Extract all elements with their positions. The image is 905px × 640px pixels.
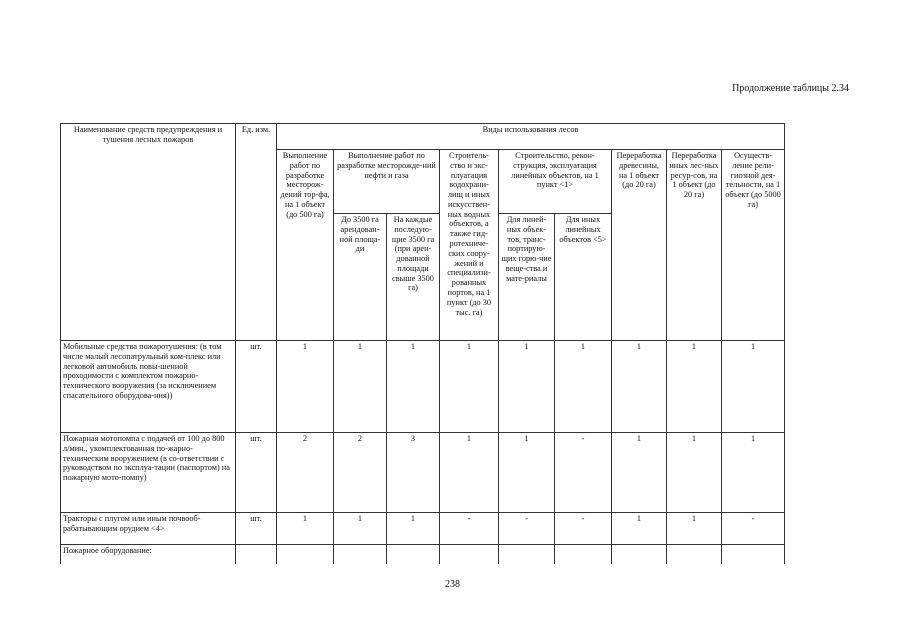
cell-value: - — [722, 513, 785, 545]
header-oil-gas-each-next-3500: На каждые последую-щие 3500 га (при арен-дованной площади свыше 3500 га) — [387, 214, 440, 341]
cell-value: 1 — [334, 341, 387, 433]
cell-value — [334, 545, 387, 565]
header-oil-gas-up-to-3500: До 3500 га арендован-ной площа-ди — [334, 214, 387, 341]
header-linear-other: Для иных линейных объектов <5> — [555, 214, 612, 341]
cell-value — [612, 545, 667, 565]
header-name-column: Наименование средств предупреждения и тушения лесных пожаров — [61, 124, 236, 341]
row-name: Тракторы с плугом или иным почвооб-рабатывающим орудием <4> — [61, 513, 236, 545]
cell-value: 1 — [667, 341, 722, 433]
cell-value: 1 — [387, 341, 440, 433]
row-name: Мобильные средства пожаротушения: (в том числе малый лесопатрульный ком-плекс или легковой автомобиль повы-шенной проходимости с комплектом пожарно-технического вооружения (за исключением спасательного оборудова-ния)) — [61, 341, 236, 433]
header-unit-column: Ед. изм. — [236, 124, 277, 341]
table-row — [61, 545, 785, 565]
header-linear-flammable: Для линей-ных объек-тов, транс-портирую-щих горю-чие веще-ства и мате-риалы — [499, 214, 555, 341]
cell-value: 1 — [499, 433, 555, 513]
cell-value: 1 — [440, 341, 499, 433]
cell-value: 1 — [667, 513, 722, 545]
cell-value: 2 — [334, 433, 387, 513]
row-unit: шт. — [236, 513, 277, 545]
header-oil-gas-group: Выполнение работ по разработке месторожде-ний нефти и газа — [334, 150, 440, 214]
row-unit — [236, 545, 277, 565]
row-name: Пожарное оборудование: — [61, 545, 236, 565]
header-reservoirs-construction: Строитель-ство и экс-плуатация водохрани-лищ и иных искусствен-ных водных объектов, а также гид-ротехниче-ских соору-жений и специализи-рованных портов, на 1 пункт (до 30 тыс. га) — [440, 150, 499, 341]
cell-value: 1 — [722, 341, 785, 433]
cell-value — [277, 545, 334, 565]
header-religious-activity: Осуществ-ление рели-гиозной дея-тельности, на 1 объект (до 5000 га) — [722, 150, 785, 341]
cell-value: 1 — [387, 513, 440, 545]
cell-value — [667, 545, 722, 565]
cell-value: 1 — [440, 433, 499, 513]
cell-value — [555, 545, 612, 565]
cell-value: - — [499, 513, 555, 545]
cell-value — [722, 545, 785, 565]
cell-value: 1 — [612, 513, 667, 545]
cell-value: 1 — [667, 433, 722, 513]
cell-value: 2 — [277, 433, 334, 513]
header-other-resources-processing: Переработка иных лес-ных ресур-сов, на 1 объект (до 20 га) — [667, 150, 722, 341]
row-name: Пожарная мотопомпа с подачей от 100 до 800 л/мин., укомплектованная по-жарно-техническим вооружением (в со-ответствии с руководством по эксплуа-тации (паспортом) на пожарную мото-помпу) — [61, 433, 236, 513]
cell-value: 1 — [612, 433, 667, 513]
cell-value: 1 — [277, 341, 334, 433]
cell-value — [440, 545, 499, 565]
header-peat-development: Выполнение работ по разработке месторож-дений тор-фа, на 1 объект (до 500 га) — [277, 150, 334, 341]
cell-value: 1 — [612, 341, 667, 433]
cell-value: 1 — [722, 433, 785, 513]
cell-value — [387, 545, 440, 565]
table-row — [61, 513, 785, 545]
table-continuation-caption: Продолжение таблицы 2.34 — [732, 83, 849, 94]
header-linear-objects-group: Строительство, рекон-струкция, эксплуатация линейных объектов, на 1 пункт <1> — [499, 150, 612, 214]
table-row — [61, 341, 785, 433]
table-row — [61, 433, 785, 513]
cell-value: - — [440, 513, 499, 545]
row-unit: шт. — [236, 433, 277, 513]
cell-value: 1 — [555, 341, 612, 433]
header-wood-processing: Переработка древесины, на 1 объект (до 20 га) — [612, 150, 667, 341]
cell-value: 3 — [387, 433, 440, 513]
forest-fire-equipment-table — [60, 123, 785, 564]
cell-value: 1 — [334, 513, 387, 545]
cell-value: - — [555, 513, 612, 545]
row-unit: шт. — [236, 341, 277, 433]
page-number: 238 — [445, 579, 460, 590]
cell-value: - — [555, 433, 612, 513]
cell-value: 1 — [277, 513, 334, 545]
header-forest-use-group: Виды использования лесов — [277, 124, 785, 150]
cell-value — [499, 545, 555, 565]
cell-value: 1 — [499, 341, 555, 433]
